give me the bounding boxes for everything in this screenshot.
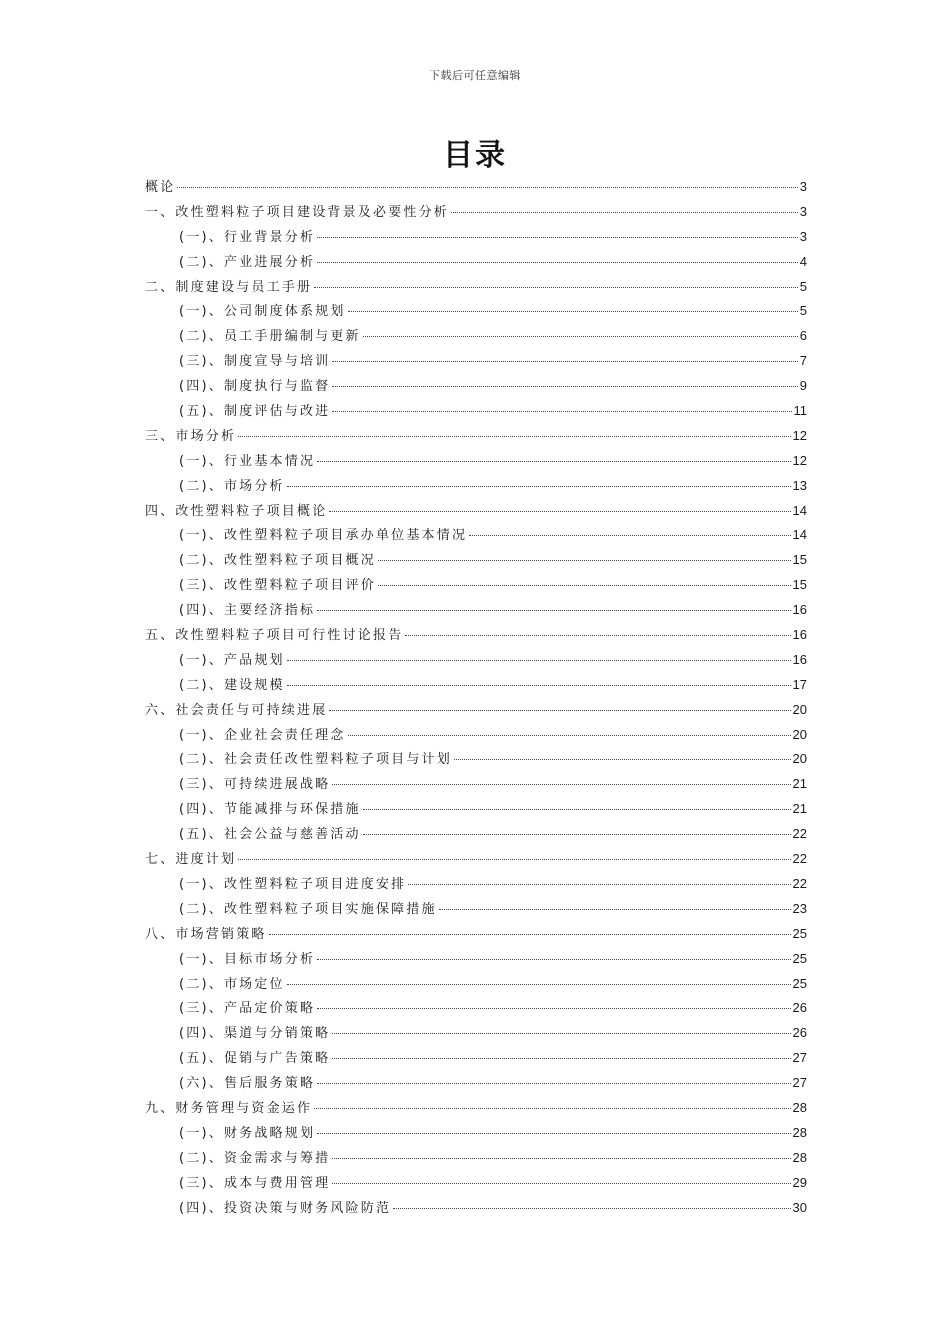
toc-entry-page-number: 15: [792, 577, 807, 593]
toc-dot-leader: [177, 187, 797, 188]
toc-dot-leader: [332, 1158, 790, 1159]
toc-dot-leader: [269, 934, 791, 935]
toc-dot-leader: [348, 735, 791, 736]
toc-entry-page-number: 16: [792, 602, 807, 618]
toc-entry-page-number: 26: [792, 1000, 807, 1016]
toc-dot-leader: [363, 809, 791, 810]
toc-dot-leader: [317, 610, 790, 611]
toc-dot-leader: [348, 311, 798, 312]
toc-entry-text: (三)、制度宣导与培训: [179, 354, 331, 370]
toc-entry[interactable]: [145, 400, 807, 425]
toc-entry-text: (二)、改性塑料粒子项目概况: [179, 553, 376, 569]
toc-entry-page-number: 28: [792, 1149, 807, 1165]
toc-entry-page-number: 20: [792, 751, 807, 767]
toc-entry-page-number: 20: [792, 726, 807, 742]
toc-entry-text: 二、制度建设与员工手册: [145, 279, 313, 295]
toc-entry[interactable]: [145, 500, 807, 525]
toc-entry-page-number: 9: [799, 378, 807, 394]
toc-entry-text: (一)、财务战略规划: [179, 1125, 316, 1141]
toc-dot-leader: [332, 411, 791, 412]
toc-entry-text: 概论: [145, 180, 176, 195]
toc-entry-text: 八、市场营销策略: [145, 926, 267, 942]
toc-entry-page-number: 22: [792, 875, 807, 891]
toc-entry[interactable]: [145, 1197, 807, 1222]
toc-entry[interactable]: [145, 549, 807, 574]
toc-entry-text: (一)、企业社会责任理念: [179, 727, 346, 743]
toc-dot-leader: [287, 984, 791, 985]
toc-dot-leader: [332, 361, 797, 362]
toc-entry[interactable]: [145, 1097, 807, 1122]
toc-entry[interactable]: [145, 325, 807, 350]
toc-dot-leader: [363, 336, 798, 337]
toc-entry[interactable]: [145, 425, 807, 450]
toc-dot-leader: [314, 1108, 790, 1109]
toc-entry-text: (一)、改性塑料粒子项目进度安排: [179, 876, 407, 892]
toc-entry[interactable]: [145, 699, 807, 724]
toc-dot-leader: [332, 784, 790, 785]
toc-entry-page-number: 25: [792, 925, 807, 941]
toc-entry-text: 五、改性塑料粒子项目可行性讨论报告: [145, 628, 404, 644]
toc-entry-page-number: 25: [792, 950, 807, 966]
toc-entry-text: (一)、行业背景分析: [179, 229, 316, 245]
toc-entry-page-number: 16: [792, 627, 807, 643]
toc-entry-page-number: 4: [799, 253, 807, 269]
toc-entry-text: (四)、节能减排与环保措施: [179, 802, 361, 818]
toc-entry-text: 三、市场分析: [145, 428, 237, 444]
toc-entry-page-number: 27: [792, 1075, 807, 1091]
toc-entry-text: (四)、投资决策与财务风险防范: [179, 1200, 392, 1216]
toc-dot-leader: [238, 436, 790, 437]
toc-dot-leader: [378, 585, 791, 586]
toc-entry-page-number: 3: [799, 228, 807, 244]
toc-entry[interactable]: [145, 226, 807, 251]
toc-entry-text: (二)、市场分析: [179, 478, 285, 494]
toc-entry-page-number: 6: [799, 328, 807, 344]
toc-entry-text: (六)、售后服务策略: [179, 1076, 316, 1092]
toc-entry-text: (二)、资金需求与筹措: [179, 1150, 331, 1166]
toc-dot-leader: [317, 1133, 790, 1134]
toc-entry-page-number: 17: [792, 676, 807, 692]
toc-entry-page-number: 12: [792, 452, 807, 468]
page-title: 目录: [443, 138, 507, 173]
toc-entry-page-number: 29: [792, 1174, 807, 1190]
toc-entry-page-number: 26: [792, 1025, 807, 1041]
toc-dot-leader: [378, 560, 791, 561]
toc-dot-leader: [329, 710, 790, 711]
toc-dot-leader: [287, 486, 791, 487]
toc-dot-leader: [317, 461, 790, 462]
toc-entry-text: (一)、目标市场分析: [179, 951, 316, 967]
toc-dot-leader: [317, 959, 790, 960]
toc-entry-text: 一、改性塑料粒子项目建设背景及必要性分析: [145, 204, 450, 220]
toc-dot-leader: [287, 685, 791, 686]
toc-dot-leader: [332, 386, 797, 387]
table-of-contents: [145, 176, 807, 1221]
toc-dot-leader: [238, 859, 790, 860]
toc-entry[interactable]: [145, 574, 807, 599]
toc-entry[interactable]: [145, 251, 807, 276]
toc-entry[interactable]: [145, 724, 807, 749]
toc-entry[interactable]: [145, 524, 807, 549]
toc-entry[interactable]: [145, 997, 807, 1022]
toc-entry-text: (三)、改性塑料粒子项目评价: [179, 578, 376, 594]
toc-entry-text: (三)、可持续进展战略: [179, 777, 331, 793]
toc-entry-page-number: 16: [792, 651, 807, 667]
toc-entry[interactable]: [145, 276, 807, 301]
toc-entry-page-number: 13: [792, 477, 807, 493]
toc-entry[interactable]: [145, 300, 807, 325]
toc-dot-leader: [317, 1083, 790, 1084]
toc-entry[interactable]: [145, 848, 807, 873]
toc-entry-text: (二)、建设规模: [179, 677, 285, 693]
toc-entry-page-number: 14: [792, 527, 807, 543]
toc-entry-text: 六、社会责任与可持续进展: [145, 702, 328, 718]
toc-dot-leader: [469, 535, 790, 536]
toc-dot-leader: [317, 1008, 790, 1009]
toc-entry[interactable]: [145, 1147, 807, 1172]
toc-entry-text: (五)、社会公益与慈善活动: [179, 827, 361, 843]
toc-entry-page-number: 11: [793, 403, 807, 419]
toc-entry-text: (三)、产品定价策略: [179, 1001, 316, 1017]
toc-entry-text: (四)、制度执行与监督: [179, 379, 331, 395]
toc-dot-leader: [332, 1033, 790, 1034]
toc-entry-text: (一)、产品规划: [179, 652, 285, 668]
toc-entry[interactable]: [145, 624, 807, 649]
toc-entry-text: (一)、改性塑料粒子项目承办单位基本情况: [179, 528, 468, 544]
toc-entry[interactable]: [145, 450, 807, 475]
toc-entry-page-number: 7: [799, 353, 807, 369]
toc-dot-leader: [332, 1183, 790, 1184]
toc-entry-page-number: 14: [792, 502, 807, 518]
toc-entry-text: 九、财务管理与资金运作: [145, 1100, 313, 1116]
toc-entry[interactable]: [145, 1072, 807, 1097]
toc-entry-text: (二)、产业进展分析: [179, 254, 316, 270]
toc-entry-page-number: 28: [792, 1124, 807, 1140]
toc-entry-text: (五)、制度评估与改进: [179, 404, 331, 420]
toc-entry[interactable]: [145, 748, 807, 773]
toc-entry[interactable]: [145, 1047, 807, 1072]
toc-dot-leader: [363, 834, 791, 835]
toc-entry[interactable]: [145, 649, 807, 674]
toc-entry-text: (四)、主要经济指标: [179, 603, 316, 619]
toc-entry[interactable]: [145, 1122, 807, 1147]
toc-entry[interactable]: [145, 375, 807, 400]
toc-entry[interactable]: [145, 674, 807, 699]
header-note: 下载后可任意编辑: [429, 69, 521, 82]
toc-entry[interactable]: [145, 599, 807, 624]
toc-dot-leader: [451, 212, 798, 213]
toc-entry[interactable]: [145, 798, 807, 823]
toc-entry-page-number: 23: [792, 900, 807, 916]
toc-entry-page-number: 21: [792, 776, 807, 792]
toc-dot-leader: [314, 287, 798, 288]
toc-entry[interactable]: [145, 923, 807, 948]
toc-entry-page-number: 30: [792, 1199, 807, 1215]
toc-dot-leader: [408, 884, 790, 885]
toc-dot-leader: [317, 237, 798, 238]
toc-entry[interactable]: [145, 823, 807, 848]
toc-entry[interactable]: [145, 973, 807, 998]
toc-entry[interactable]: [145, 201, 807, 226]
toc-entry-page-number: 22: [792, 851, 807, 867]
toc-entry-page-number: 3: [799, 179, 807, 194]
toc-entry-text: (二)、员工手册编制与更新: [179, 329, 361, 345]
toc-entry-text: (五)、促销与广告策略: [179, 1051, 331, 1067]
toc-dot-leader: [405, 635, 790, 636]
toc-dot-leader: [287, 660, 791, 661]
toc-entry[interactable]: [145, 948, 807, 973]
toc-entry-text: (二)、社会责任改性塑料粒子项目与计划: [179, 752, 452, 768]
toc-entry-page-number: 12: [792, 427, 807, 443]
toc-entry-page-number: 22: [792, 826, 807, 842]
toc-entry[interactable]: [145, 1022, 807, 1047]
toc-dot-leader: [317, 262, 798, 263]
toc-entry-page-number: 25: [792, 975, 807, 991]
toc-entry-page-number: 5: [799, 278, 807, 294]
toc-entry-text: (一)、行业基本情况: [179, 453, 316, 469]
toc-entry-page-number: 5: [799, 303, 807, 319]
toc-entry[interactable]: [145, 773, 807, 798]
toc-entry-text: 四、改性塑料粒子项目概论: [145, 503, 328, 519]
toc-entry-page-number: 21: [792, 801, 807, 817]
toc-entry[interactable]: [145, 350, 807, 375]
toc-entry-text: (三)、成本与费用管理: [179, 1175, 331, 1191]
toc-entry[interactable]: [145, 873, 807, 898]
toc-entry-page-number: 15: [792, 552, 807, 568]
toc-entry[interactable]: [145, 1172, 807, 1197]
toc-entry-text: (二)、市场定位: [179, 976, 285, 992]
toc-entry[interactable]: [145, 176, 807, 201]
toc-entry-text: (二)、改性塑料粒子项目实施保障措施: [179, 901, 437, 917]
toc-entry[interactable]: [145, 475, 807, 500]
toc-dot-leader: [454, 759, 791, 760]
toc-entry-page-number: 28: [792, 1099, 807, 1115]
toc-dot-leader: [439, 909, 791, 910]
toc-dot-leader: [393, 1208, 790, 1209]
toc-dot-leader: [332, 1058, 790, 1059]
toc-entry-text: 七、进度计划: [145, 852, 237, 868]
toc-dot-leader: [329, 511, 790, 512]
toc-entry-page-number: 3: [799, 203, 807, 219]
toc-entry[interactable]: [145, 898, 807, 923]
toc-entry-page-number: 20: [792, 701, 807, 717]
toc-entry-text: (四)、渠道与分销策略: [179, 1026, 331, 1042]
toc-entry-text: (一)、公司制度体系规划: [179, 304, 346, 320]
toc-entry-page-number: 27: [792, 1050, 807, 1066]
